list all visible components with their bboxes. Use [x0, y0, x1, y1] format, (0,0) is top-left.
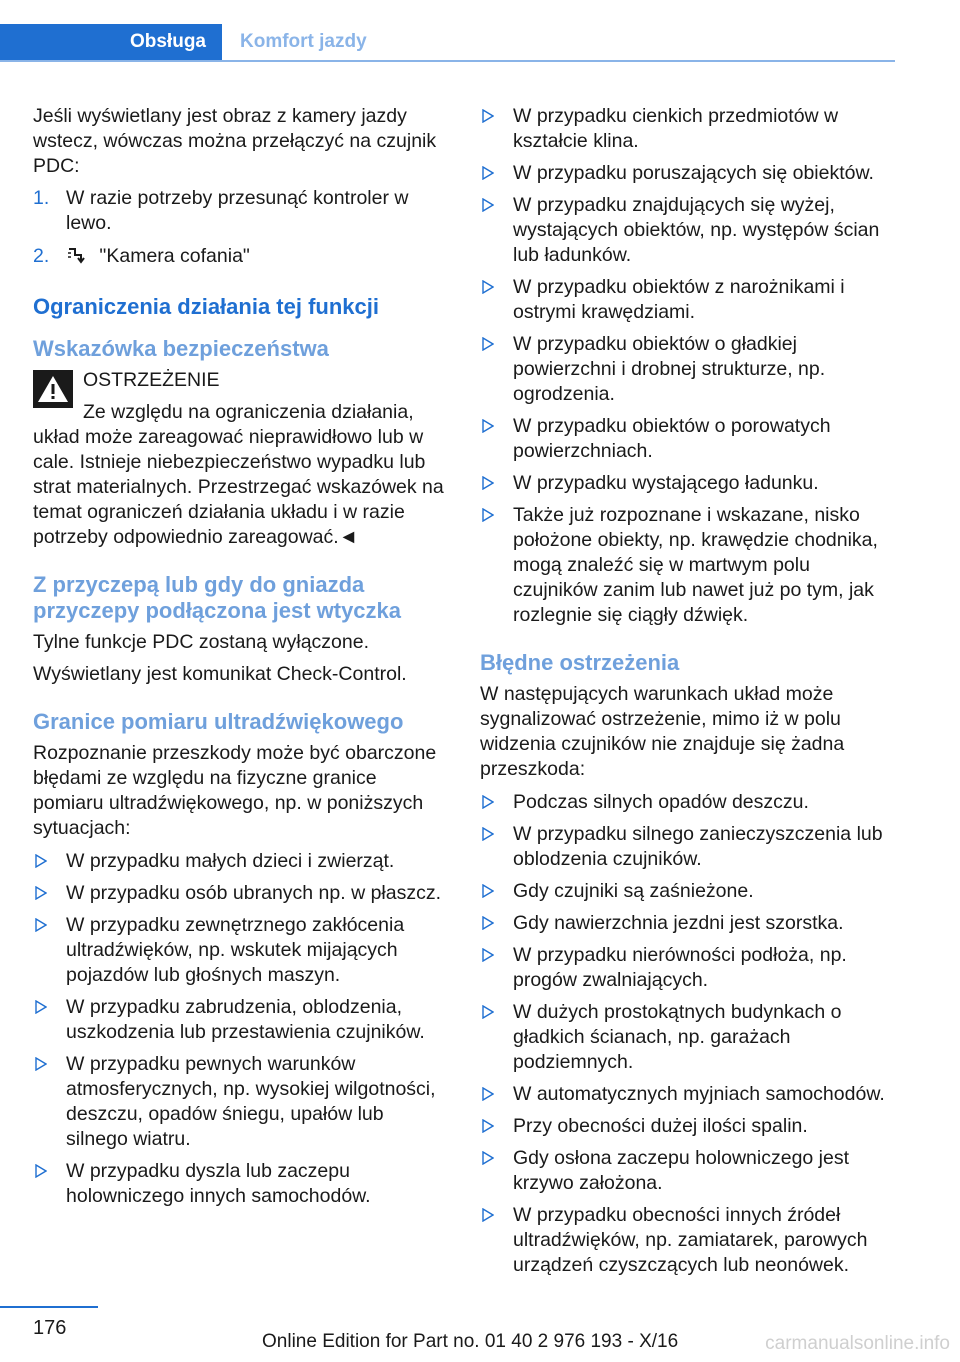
intro-paragraph: Jeśli wyświetlany jest obraz z kamery jazdy wstecz, wówczas można przełączyć na czujnik PDC:	[33, 105, 437, 177]
bullet-triangle-icon	[35, 854, 47, 868]
list-item	[480, 790, 895, 815]
heading-trailer: Z przyczepą lub gdy do gniazda przyczepy podłączona jest wtyczka	[33, 572, 402, 623]
list-item	[480, 161, 895, 186]
left-column	[33, 104, 448, 1216]
bullet-triangle-icon	[482, 337, 494, 351]
trailer-paragraph-1: Tylne funkcje PDC zostaną wyłączone.	[33, 631, 369, 653]
list-item	[33, 913, 448, 988]
heading-false-alarms: Błędne ostrzeżenia	[480, 650, 680, 675]
heading-safety: Wskazówka bezpieczeństwa	[33, 336, 329, 361]
list-item-text: W przypadku poruszających się obiektów.	[513, 162, 874, 184]
tab-komfort-jazdy[interactable]: Komfort jazdy	[240, 31, 367, 52]
step-2	[33, 244, 448, 272]
bullet-triangle-icon	[35, 886, 47, 900]
list-item	[33, 1052, 448, 1152]
list-item-text: W przypadku nierówności podłoża, np. progów zwalniających.	[513, 944, 847, 991]
list-item-text: W przypadku zewnętrznego zakłócenia ultradźwięków, np. wskutek mijających pojazdów lub głośnych maszyn.	[66, 914, 405, 986]
list-item	[480, 275, 895, 325]
list-item	[480, 822, 895, 872]
list-item-text: W przypadku wystającego ładunku.	[513, 472, 819, 494]
heading-limits: Ograniczenia działania tej funkcji	[33, 294, 379, 319]
bullet-triangle-icon	[482, 884, 494, 898]
false-alarms-intro: W następujących warunkach układ może sygnalizować ostrzeżenie, mimo iż w polu widzenia czujników nie znajduje się żadna przeszkoda:	[480, 683, 845, 780]
camera-icon	[66, 245, 94, 272]
list-item-text: W przypadku osób ubranych np. w płaszcz.	[66, 882, 442, 904]
list-item	[33, 881, 448, 906]
false-alarms-list	[480, 790, 895, 1278]
bullet-triangle-icon	[482, 508, 494, 522]
page-number-line	[0, 1306, 98, 1308]
list-item	[33, 1159, 448, 1209]
list-item-text: W przypadku cienkich przedmiotów w kształcie klina.	[513, 105, 839, 152]
list-item	[480, 1114, 895, 1139]
bullet-triangle-icon	[482, 827, 494, 841]
header-divider	[0, 60, 895, 62]
watermark: carmanualsonline.info	[765, 1333, 950, 1354]
bullet-triangle-icon	[482, 109, 494, 123]
bullet-triangle-icon	[482, 419, 494, 433]
page-number: 176	[33, 1317, 67, 1339]
list-item-text: W przypadku obiektów o porowatych powierzchniach.	[513, 415, 831, 462]
warning-label: OSTRZEŻENIE	[83, 369, 220, 391]
list-item	[480, 1146, 895, 1196]
bullet-triangle-icon	[482, 948, 494, 962]
bullet-triangle-icon	[35, 1164, 47, 1178]
bullet-triangle-icon	[482, 1119, 494, 1133]
bullet-triangle-icon	[482, 1087, 494, 1101]
list-item	[480, 1203, 895, 1278]
list-item	[480, 1000, 895, 1075]
list-item-text: W przypadku zabrudzenia, oblodzenia, uszkodzenia lub przestawienia czujników.	[66, 996, 425, 1043]
list-item-text: W przypadku znajdujących się wyżej, wystających obiektów, np. występów ścian lub ładunków.	[513, 194, 880, 266]
warning-triangle-icon	[33, 370, 73, 408]
tab-obsluga[interactable]: Obsługa	[0, 24, 222, 60]
step-text: "Kamera cofania"	[99, 245, 250, 267]
step-number: 1.	[33, 187, 50, 209]
warning-block	[33, 368, 448, 550]
list-item-text: W automatycznych myjniach samochodów.	[513, 1083, 885, 1105]
step-1	[33, 186, 448, 236]
limits-list	[480, 104, 895, 628]
list-item-text: W przypadku małych dzieci i zwierząt.	[66, 850, 395, 872]
list-item	[480, 503, 895, 628]
list-item-text: Gdy osłona zaczepu holowniczego jest krzywo założona.	[513, 1147, 850, 1194]
bullet-triangle-icon	[482, 198, 494, 212]
bullet-triangle-icon	[35, 1057, 47, 1071]
step-number: 2.	[33, 245, 50, 267]
list-item	[480, 879, 895, 904]
list-item	[480, 104, 895, 154]
warning-text: Ze względu na ograniczenia działania, układ może zareagować nieprawidłowo lub w cale. Istnieje niebezpieczeństwo wypadku lub strat materialnych. Przestrzegać wskazówek na temat ograniczeń działania układu i w razie potrzeby odpowiednio zareagować.◄	[33, 401, 444, 548]
list-item-text: Przy obecności dużej ilości spalin.	[513, 1115, 808, 1137]
header-tabs	[0, 24, 895, 62]
edition-footer: Online Edition for Part no. 01 40 2 976 193 - X/16	[262, 1331, 679, 1352]
list-item-text: Gdy czujniki są zaśnieżone.	[513, 880, 754, 902]
bullet-triangle-icon	[482, 476, 494, 490]
list-item	[480, 471, 895, 496]
bullet-triangle-icon	[482, 166, 494, 180]
list-item	[480, 193, 895, 268]
list-item-text: W przypadku silnego zanieczyszczenia lub oblodzenia czujników.	[513, 823, 883, 870]
list-item-text: W przypadku obiektów z narożnikami i ostrymi krawędziami.	[513, 276, 845, 323]
bullet-triangle-icon	[482, 1151, 494, 1165]
list-item	[480, 414, 895, 464]
list-item	[33, 995, 448, 1045]
list-item	[480, 332, 895, 407]
ultrasound-intro: Rozpoznanie przeszkody może być obarczone błędami ze względu na fizyczne granice pomiaru ultradźwiękowego, np. w poniższych sytuacjach:	[33, 742, 437, 839]
list-item	[480, 1082, 895, 1107]
trailer-paragraph-2: Wyświetlany jest komunikat Check-Control.	[33, 663, 407, 685]
ultrasound-list	[33, 849, 448, 1209]
bullet-triangle-icon	[482, 280, 494, 294]
heading-ultrasound: Granice pomiaru ultradźwiękowego	[33, 709, 404, 734]
list-item-text: Także już rozpoznane i wskazane, nisko położone obiekty, np. krawędzie chodnika, mogą znaleźć się w martwym polu czujników zanim lub nawet już po tym, jak rozlegnie się ciągły dźwięk.	[513, 504, 878, 626]
list-item-text: W dużych prostokątnych budynkach o gładkich ścianach, np. garażach podziemnych.	[513, 1001, 842, 1073]
step-text: W razie potrzeby przesunąć kontroler w lewo.	[66, 187, 409, 234]
bullet-triangle-icon	[482, 795, 494, 809]
bullet-triangle-icon	[482, 1208, 494, 1222]
right-column	[480, 104, 895, 1285]
list-item-text: W przypadku dyszla lub zaczepu holowniczego innych samochodów.	[66, 1160, 371, 1207]
list-item-text: Podczas silnych opadów deszczu.	[513, 791, 809, 813]
list-item-text: W przypadku pewnych warunków atmosferycznych, np. wysokiej wilgotności, deszczu, opadów śniegu, upałów lub silnego wiatru.	[66, 1053, 436, 1150]
list-item-text: W przypadku obecności innych źródeł ultradźwięków, np. zamiatarek, parowych urządzeń czyszczących lub neonówek.	[513, 1204, 868, 1276]
bullet-triangle-icon	[35, 1000, 47, 1014]
list-item-text: Gdy nawierzchnia jezdni jest szorstka.	[513, 912, 844, 934]
list-item	[480, 943, 895, 993]
list-item-text: W przypadku obiektów o gładkiej powierzchni i drobnej strukturze, np. ogrodzenia.	[513, 333, 826, 405]
list-item	[480, 911, 895, 936]
list-item	[33, 849, 448, 874]
bullet-triangle-icon	[482, 916, 494, 930]
bullet-triangle-icon	[482, 1005, 494, 1019]
bullet-triangle-icon	[35, 918, 47, 932]
